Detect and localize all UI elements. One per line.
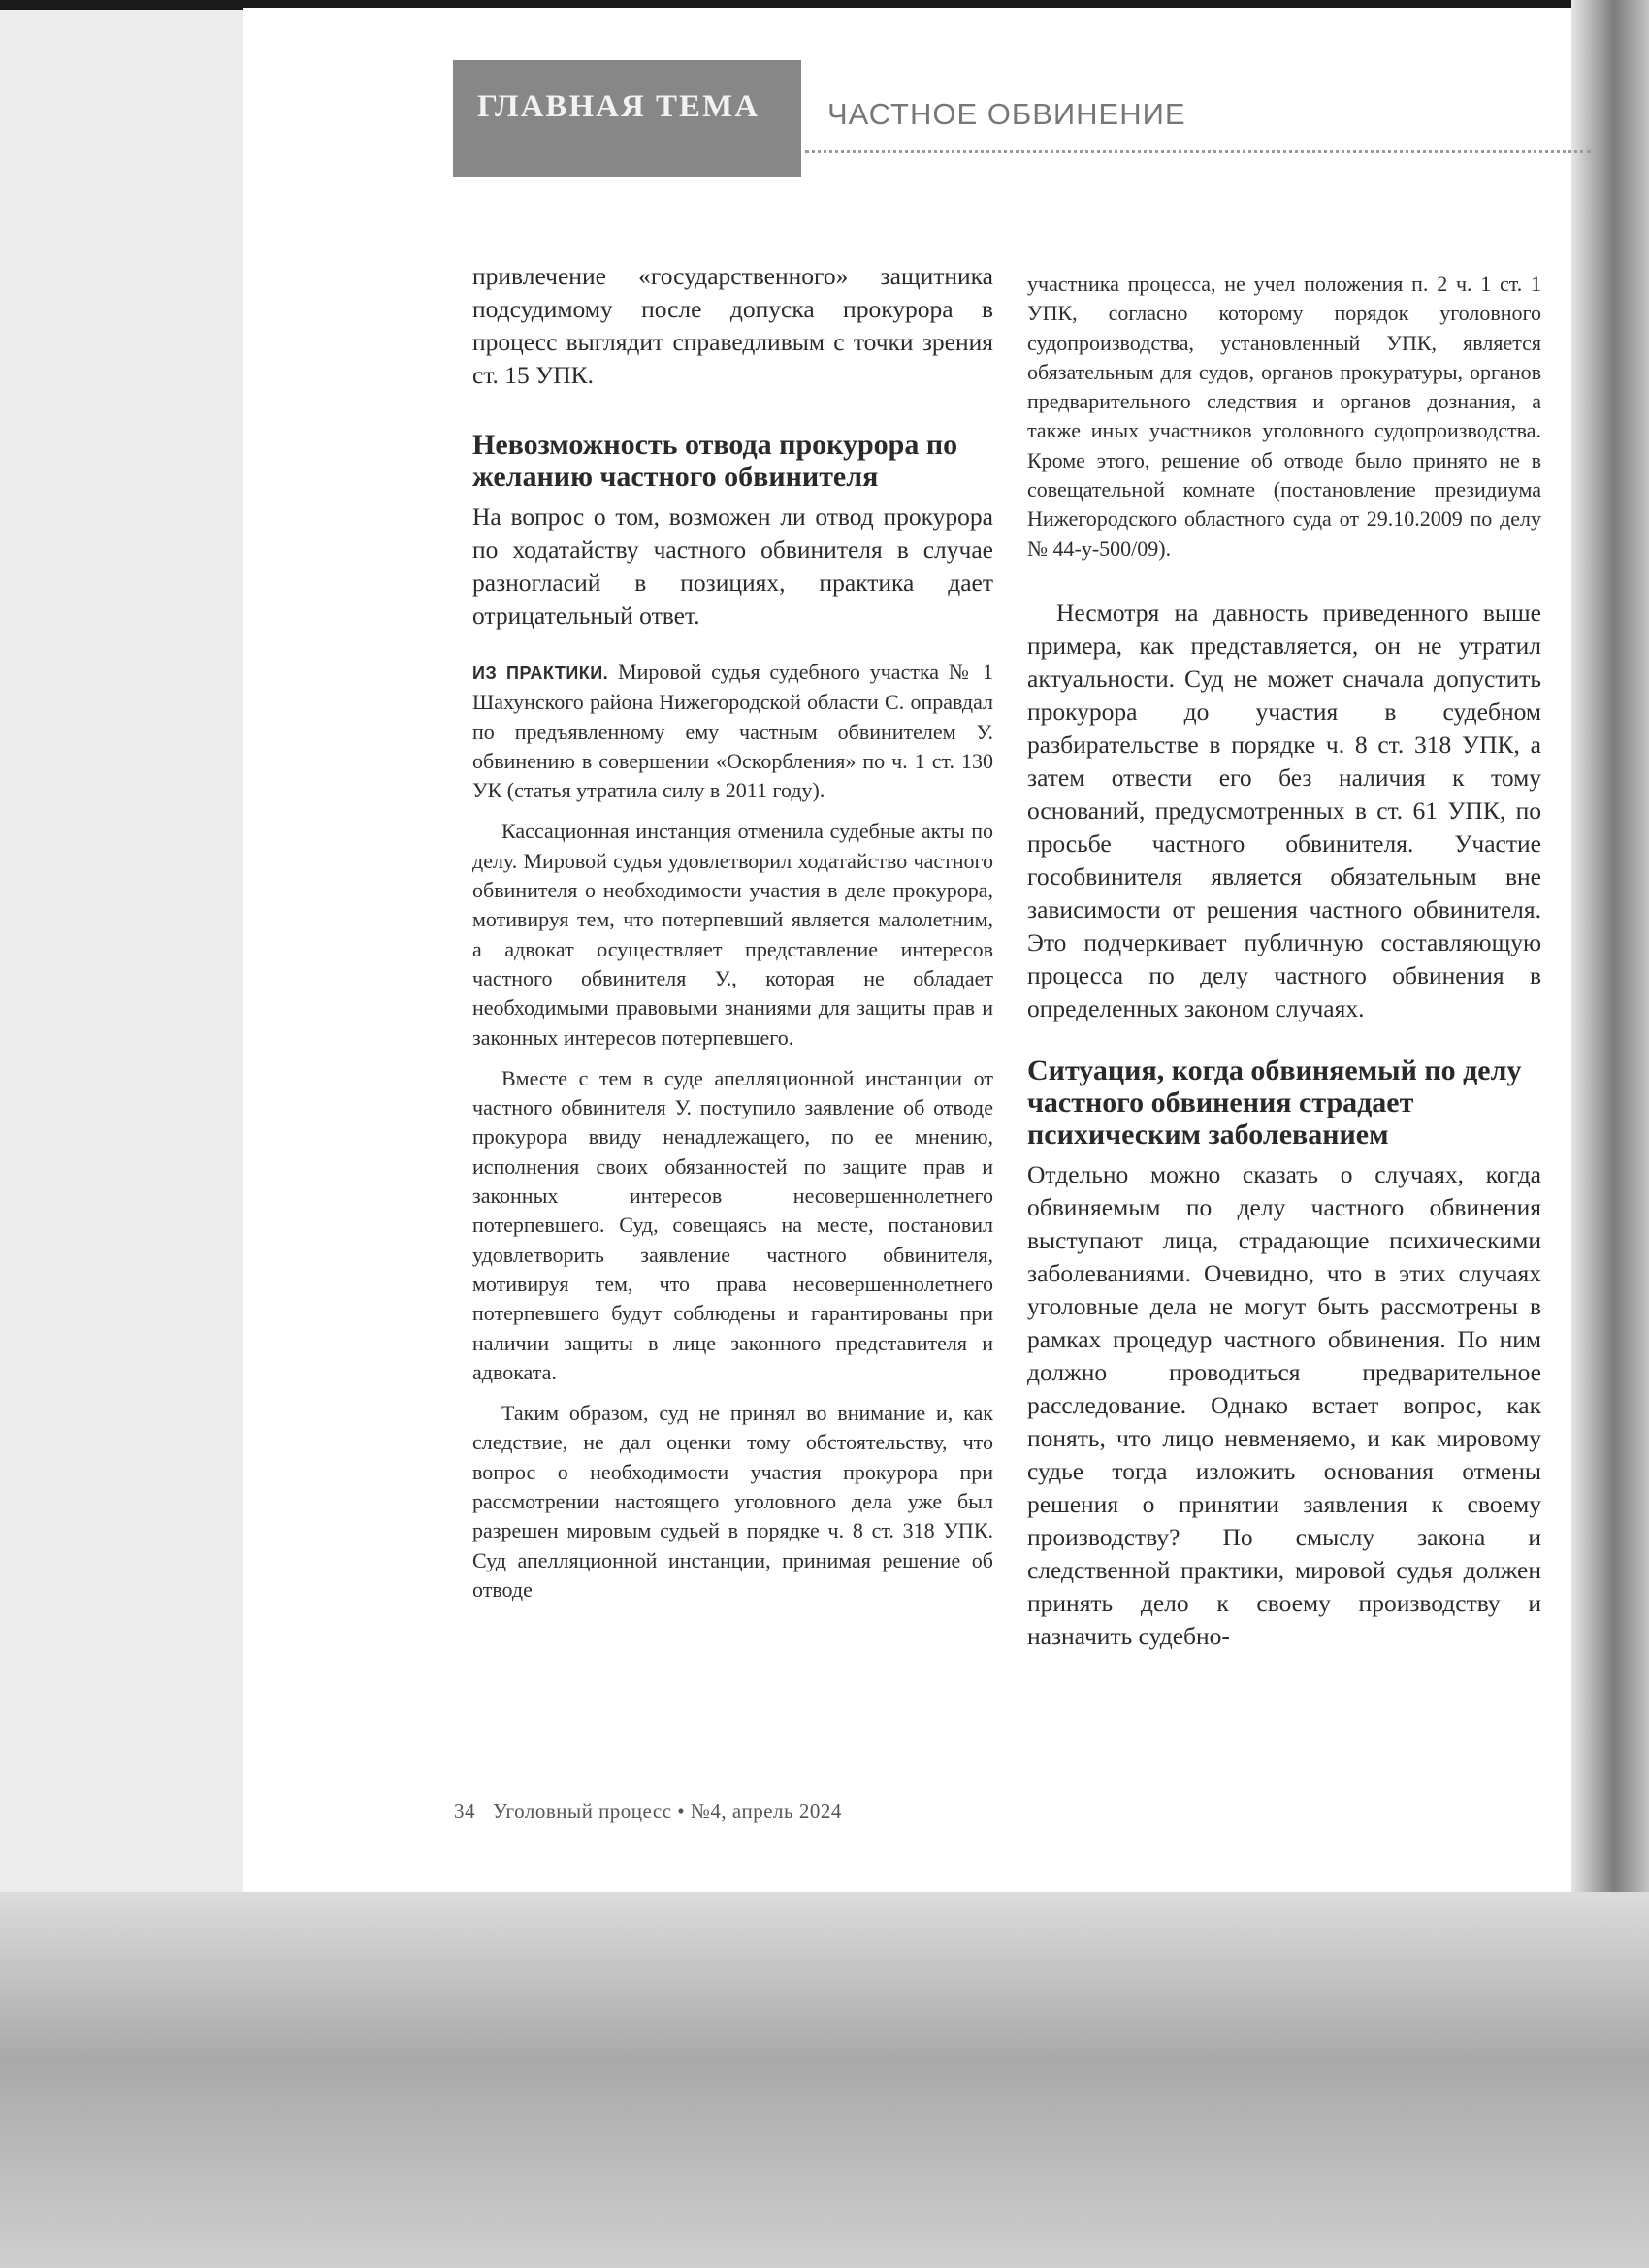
section-label: ГЛАВНАЯ ТЕМА: [477, 89, 760, 124]
practice-label: ИЗ ПРАКТИКИ.: [472, 664, 609, 683]
scan-background: [0, 1892, 1649, 2268]
practice-continuation: участника процесса, не учел положения п. 2 ч. 1 ст. 1 УПК, согласно которому порядок уголовного судопроизводства, установленный УПК, является обязательным для судов, органов прокуратуры, органов предварительного следствия и органов дознания, а также иных участников уголовного судопроизводства. Кроме этого, решение об отводе было принято не в совещательной комнате (постановление президиума Нижегородского областного суда от 29.10.2009 по делу № 44-у-500/09).: [1027, 272, 1541, 561]
section-topic: ЧАСТНОЕ ОБВИНЕНИЕ: [827, 97, 1186, 131]
lead-paragraph: На вопрос о том, возможен ли отвод прокурора по ходатайству частного обвинителя в случае разногласий в позициях, практика дает отрицательный ответ.: [472, 502, 993, 630]
practice-paragraph-2: Кассационная инстанция отменила судебные акты по делу. Мировой судья удовлетворил ходатайство частного обвинителя о необходимости участия в деле прокурора, мотивируя тем, что потерпевший является малолетним, а адвокат осуществляет представление интересов частного обвинителя У., которая не обладает необходимыми правовыми знаниями для защиты прав и законных интересов потерпевшего.: [472, 819, 993, 1050]
section-heading-prosecutor-recusal: Невозможность отвода прокурора по желанию частного обвинителя: [472, 429, 958, 493]
right-column: [1027, 270, 1541, 1653]
intro-paragraph: привлечение «государственного» защитника подсудимому после допуска прокурора в процесс выглядит справедливым с точки зрения ст. 15 УПК.: [472, 262, 993, 389]
section-heading-mental-illness: Ситуация, когда обвиняемый по делу частного обвинения страдает психическим заболеванием: [1027, 1053, 1522, 1150]
body-paragraph-2: Отдельно можно сказать о случаях, когда обвиняемым по делу частного обвинения выступают лица, страдающие психическими заболеваниями. Очевидно, что в этих случаях уголовные дела не могут быть рассмотрены в рамках процедур частного обвинения. По ним должно проводиться предварительное расследование. Однако встает вопрос, как понять, что лицо невменяемо, и как мировому судье тогда изложить основания отмены решения о принятии заявления к своему производству? По смыслу закона и следственной практики, мировой судья должен принять дело к своему производству и назначить судебно-: [1027, 1159, 1541, 1650]
journal-issue: Уголовный процесс • №4, апрель 2024: [493, 1799, 842, 1823]
practice-text-1: Мировой судья судебного участка № 1 Шахунского района Нижегородской области С. оправдал по предъявленному ему частным обвинителем У. обвинению в совершении «Оскорбления» по ч. 1 ст. 130 УК (статья утратила силу в 2011 году).: [472, 660, 994, 803]
page-footer: [454, 1799, 842, 1824]
practice-paragraph-4: Таким образом, суд не принял во внимание и, как следствие, не дал оценки тому обстоятельству, что вопрос о необходимости участия прокурора при рассмотрении настоящего уголовного дела уже был разрешен мировым судьей в порядке ч. 8 ст. 318 УПК. Суд апелляционной инстанции, принимая решение об отводе: [472, 1401, 993, 1602]
practice-paragraph-3: Вместе с тем в суде апелляционной инстанции от частного обвинителя У. поступило заявление об отводе прокурора ввиду ненадлежащего, по ее мнению, исполнения своих обязанностей по защите прав и законных интересов несовершеннолетнего потерпевшего. Суд, совещаясь на месте, постановил удовлетворить заявление частного обвинителя, мотивируя тем, что права несовершеннолетнего потерпевшего будут соблюдены и гарантированы при наличии защиты в лице законного представителя и адвоката.: [472, 1065, 993, 1384]
left-column: [472, 260, 993, 1604]
header-dotted-rule: [805, 150, 1591, 153]
page-edge-shadow: [1571, 0, 1649, 1901]
page-number: 34: [454, 1799, 475, 1823]
body-paragraph-1: Несмотря на давность приведенного выше примера, как представляется, он не утратил актуальности. Суд не может сначала допустить прокурора до участия в судебном разбирательстве в порядке ч. 8 ст. 318 УПК, а затем отвести его без наличия к тому оснований, предусмотренных в ст. 61 УПК, по просьбе частного обвинителя. Участие гособвинителя является обязательным вне зависимости от решения частного обвинителя. Это подчеркивает публичную составляющую процесса по делу частного обвинения в определенных законом случаях.: [1027, 598, 1541, 1022]
practice-paragraph-1: [472, 658, 993, 805]
